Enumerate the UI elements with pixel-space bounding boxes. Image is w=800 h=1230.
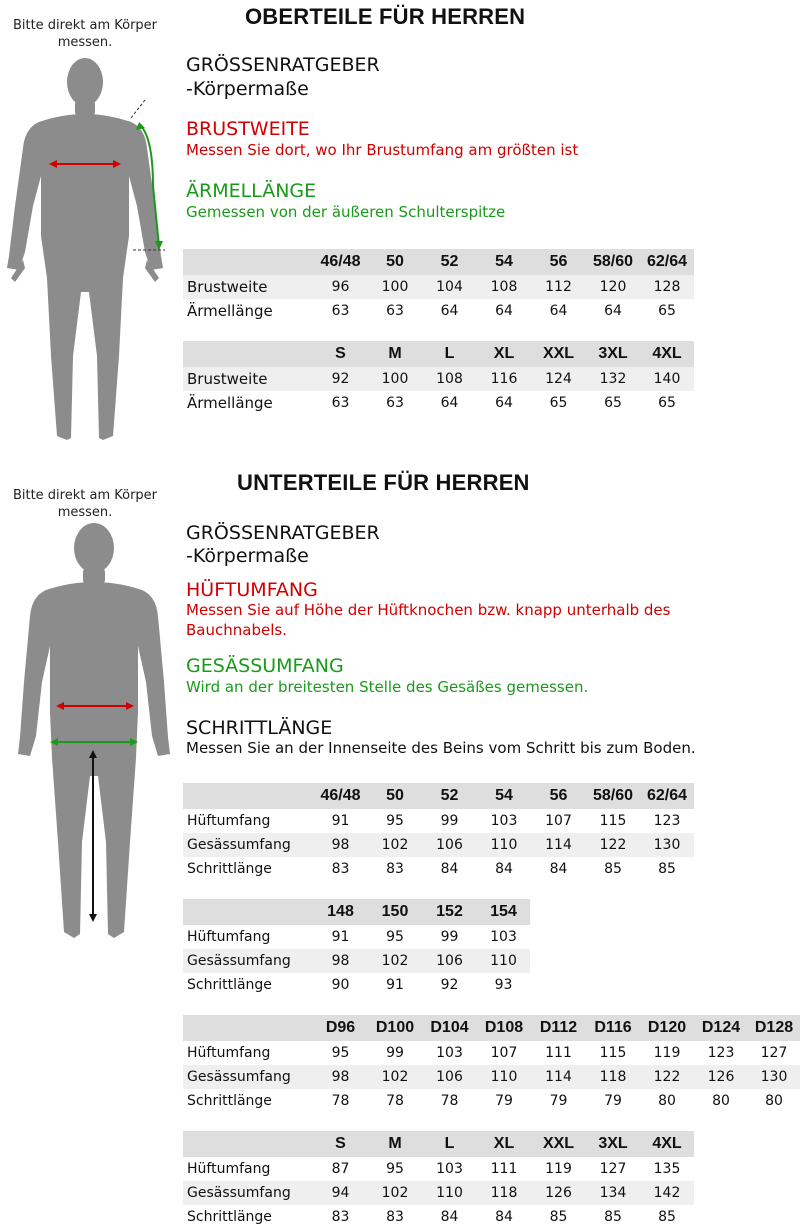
row-label: Hüftumfang <box>183 925 313 949</box>
header-cell: XL <box>477 1131 531 1157</box>
row-label: Schrittlänge <box>183 1205 313 1229</box>
header-cell: 56 <box>531 783 586 809</box>
table-row <box>183 275 694 299</box>
table-cell: 85 <box>640 857 694 881</box>
top-guide-title: GRÖSSENRATGEBER <box>186 54 380 76</box>
top-size-table-letter <box>183 341 694 415</box>
table-cell: 132 <box>586 367 640 391</box>
bottom-measure-hint: Bitte direkt am Körper messen. <box>12 488 158 520</box>
top-measure-hint: Bitte direkt am Körper messen. <box>12 18 158 50</box>
header-cell: 46/48 <box>313 783 368 809</box>
header-cell: D108 <box>477 1015 531 1041</box>
table-row <box>183 973 530 997</box>
table-cell: 93 <box>477 973 530 997</box>
header-cell: 3XL <box>586 341 640 367</box>
table-cell: 126 <box>694 1065 748 1089</box>
header-cell: D112 <box>531 1015 586 1041</box>
table-cell: 130 <box>748 1065 800 1089</box>
table-cell: 64 <box>477 391 531 415</box>
header-cell: 4XL <box>640 341 694 367</box>
header-cell: 58/60 <box>586 249 640 275</box>
header-cell: 148 <box>313 899 368 925</box>
top-size-table-numeric <box>183 249 694 323</box>
header-cell: 50 <box>368 249 422 275</box>
table-cell: 107 <box>531 809 586 833</box>
table-cell: 99 <box>368 1041 422 1065</box>
table-cell: 95 <box>368 1157 422 1181</box>
table-cell: 142 <box>640 1181 694 1205</box>
row-label: Hüftumfang <box>183 1041 313 1065</box>
table-cell: 102 <box>368 1181 422 1205</box>
header-cell: S <box>313 1131 368 1157</box>
table-cell: 64 <box>477 299 531 323</box>
table-cell: 63 <box>313 299 368 323</box>
table-cell: 110 <box>477 1065 531 1089</box>
table-cell: 80 <box>748 1089 800 1113</box>
header-empty-cell <box>183 1131 313 1157</box>
table-cell: 64 <box>531 299 586 323</box>
table-cell: 106 <box>422 1065 477 1089</box>
table-cell: 83 <box>368 857 422 881</box>
bottom-guide-title: GRÖSSENRATGEBER <box>186 522 380 544</box>
table-cell: 124 <box>531 367 586 391</box>
header-cell: XXL <box>531 1131 586 1157</box>
header-cell: 4XL <box>640 1131 694 1157</box>
table-cell: 108 <box>477 275 531 299</box>
table-cell: 118 <box>477 1181 531 1205</box>
header-empty-cell <box>183 783 313 809</box>
header-cell: 54 <box>477 783 531 809</box>
table-header-row <box>183 341 694 367</box>
table-cell: 102 <box>368 1065 422 1089</box>
table-cell: 80 <box>694 1089 748 1113</box>
table-cell: 79 <box>586 1089 640 1113</box>
header-cell: 152 <box>422 899 477 925</box>
table-cell: 115 <box>586 809 640 833</box>
table-cell: 63 <box>368 391 422 415</box>
table-cell: 90 <box>313 973 368 997</box>
table-cell: 128 <box>640 275 694 299</box>
table-row <box>183 949 530 973</box>
table-cell: 120 <box>586 275 640 299</box>
table-cell: 85 <box>640 1205 694 1229</box>
table-cell: 126 <box>531 1181 586 1205</box>
table-cell: 140 <box>640 367 694 391</box>
table-header-row <box>183 783 694 809</box>
table-cell: 108 <box>422 367 477 391</box>
table-row <box>183 1089 800 1113</box>
sleeve-description: Gemessen von der äußeren Schulterspitze <box>186 203 506 221</box>
top-guide-subtitle: -Körpermaße <box>186 78 309 100</box>
table-cell: 99 <box>422 809 477 833</box>
table-cell: 83 <box>313 857 368 881</box>
header-cell: L <box>422 341 477 367</box>
bottom-body-silhouette-icon <box>10 522 170 947</box>
bottom-size-table-letter <box>183 1131 694 1229</box>
table-cell: 119 <box>640 1041 694 1065</box>
table-cell: 85 <box>531 1205 586 1229</box>
table-cell: 100 <box>368 275 422 299</box>
row-label: Ärmellänge <box>183 299 313 323</box>
table-cell: 64 <box>422 299 477 323</box>
row-label: Schrittlänge <box>183 973 313 997</box>
hip-title: HÜFTUMFANG <box>186 579 318 601</box>
header-cell: 154 <box>477 899 530 925</box>
row-label: Schrittlänge <box>183 857 313 881</box>
row-label: Schrittlänge <box>183 1089 313 1113</box>
table-cell: 80 <box>640 1089 694 1113</box>
header-cell: D104 <box>422 1015 477 1041</box>
header-cell: 54 <box>477 249 531 275</box>
header-cell: D116 <box>586 1015 640 1041</box>
table-cell: 92 <box>313 367 368 391</box>
hip-description: Messen Sie auf Höhe der Hüftknochen bzw. knapp unterhalb des Bauchnabels. <box>186 601 671 639</box>
bottom-guide-subtitle: -Körpermaße <box>186 545 309 567</box>
table-cell: 79 <box>531 1089 586 1113</box>
table-cell: 92 <box>422 973 477 997</box>
table-row <box>183 833 694 857</box>
table-cell: 123 <box>640 809 694 833</box>
header-cell: S <box>313 341 368 367</box>
row-label: Hüftumfang <box>183 809 313 833</box>
table-cell: 114 <box>531 833 586 857</box>
table-cell: 83 <box>313 1205 368 1229</box>
table-cell: 91 <box>313 925 368 949</box>
table-cell: 127 <box>586 1157 640 1181</box>
header-cell: 56 <box>531 249 586 275</box>
table-cell: 63 <box>313 391 368 415</box>
table-cell: 106 <box>422 949 477 973</box>
table-cell: 123 <box>694 1041 748 1065</box>
header-cell: L <box>422 1131 477 1157</box>
table-cell: 111 <box>531 1041 586 1065</box>
table-cell: 116 <box>477 367 531 391</box>
seat-description: Wird an der breitesten Stelle des Gesäßes gemessen. <box>186 678 589 696</box>
header-empty-cell <box>183 1015 313 1041</box>
table-row <box>183 1041 800 1065</box>
table-cell: 103 <box>477 925 530 949</box>
header-cell: 52 <box>422 783 477 809</box>
header-cell: 58/60 <box>586 783 640 809</box>
table-cell: 65 <box>531 391 586 415</box>
table-row <box>183 857 694 881</box>
row-label: Ärmellänge <box>183 391 313 415</box>
top-section-title: OBERTEILE FÜR HERREN <box>245 4 526 29</box>
header-cell: D100 <box>368 1015 422 1041</box>
table-cell: 79 <box>477 1089 531 1113</box>
table-cell: 122 <box>640 1065 694 1089</box>
table-cell: 135 <box>640 1157 694 1181</box>
table-cell: 83 <box>368 1205 422 1229</box>
table-cell: 103 <box>422 1157 477 1181</box>
header-cell: 52 <box>422 249 477 275</box>
bottom-section-title: UNTERTEILE FÜR HERREN <box>237 470 530 495</box>
row-label: Gesässumfang <box>183 1065 313 1089</box>
table-cell: 130 <box>640 833 694 857</box>
table-cell: 84 <box>422 857 477 881</box>
table-cell: 122 <box>586 833 640 857</box>
header-cell: D124 <box>694 1015 748 1041</box>
table-cell: 78 <box>368 1089 422 1113</box>
table-cell: 85 <box>586 1205 640 1229</box>
table-cell: 110 <box>477 833 531 857</box>
table-cell: 98 <box>313 833 368 857</box>
table-cell: 112 <box>531 275 586 299</box>
bottom-size-table-long <box>183 899 530 997</box>
table-cell: 91 <box>368 973 422 997</box>
table-cell: 85 <box>586 857 640 881</box>
table-cell: 102 <box>368 833 422 857</box>
table-cell: 96 <box>313 275 368 299</box>
table-cell: 127 <box>748 1041 800 1065</box>
seat-title: GESÄSSUMFANG <box>186 655 344 677</box>
top-body-silhouette-icon <box>5 56 165 446</box>
table-cell: 65 <box>586 391 640 415</box>
table-cell: 107 <box>477 1041 531 1065</box>
table-cell: 103 <box>422 1041 477 1065</box>
table-row <box>183 1181 694 1205</box>
table-cell: 106 <box>422 833 477 857</box>
table-cell: 103 <box>477 809 531 833</box>
sleeve-title: ÄRMELLÄNGE <box>186 180 317 202</box>
header-cell: M <box>368 1131 422 1157</box>
header-cell: 62/64 <box>640 249 694 275</box>
table-header-row <box>183 899 530 925</box>
row-label: Hüftumfang <box>183 1157 313 1181</box>
header-cell: D120 <box>640 1015 694 1041</box>
table-cell: 100 <box>368 367 422 391</box>
header-empty-cell <box>183 249 313 275</box>
bottom-size-table-numeric <box>183 783 694 881</box>
table-cell: 64 <box>586 299 640 323</box>
header-cell: 150 <box>368 899 422 925</box>
table-cell: 65 <box>640 391 694 415</box>
header-empty-cell <box>183 341 313 367</box>
table-header-row <box>183 1015 800 1041</box>
table-cell: 115 <box>586 1041 640 1065</box>
inseam-title: SCHRITTLÄNGE <box>186 717 333 739</box>
table-cell: 91 <box>313 809 368 833</box>
row-label: Gesässumfang <box>183 833 313 857</box>
row-label: Gesässumfang <box>183 1181 313 1205</box>
header-empty-cell <box>183 899 313 925</box>
table-cell: 110 <box>477 949 530 973</box>
table-cell: 84 <box>477 857 531 881</box>
row-label: Brustweite <box>183 275 313 299</box>
table-cell: 119 <box>531 1157 586 1181</box>
row-label: Brustweite <box>183 367 313 391</box>
table-row <box>183 1157 694 1181</box>
bottom-size-table-d <box>183 1015 800 1113</box>
header-cell: XXL <box>531 341 586 367</box>
table-row <box>183 809 694 833</box>
table-cell: 98 <box>313 949 368 973</box>
table-row <box>183 1205 694 1229</box>
table-cell: 65 <box>640 299 694 323</box>
table-cell: 84 <box>477 1205 531 1229</box>
chest-description: Messen Sie dort, wo Ihr Brustumfang am größten ist <box>186 141 579 159</box>
table-cell: 104 <box>422 275 477 299</box>
header-cell: M <box>368 341 422 367</box>
table-cell: 84 <box>422 1205 477 1229</box>
table-header-row <box>183 1131 694 1157</box>
table-cell: 87 <box>313 1157 368 1181</box>
table-row <box>183 391 694 415</box>
table-header-row <box>183 249 694 275</box>
table-row <box>183 925 530 949</box>
header-cell: 3XL <box>586 1131 640 1157</box>
table-cell: 99 <box>422 925 477 949</box>
table-cell: 134 <box>586 1181 640 1205</box>
table-cell: 94 <box>313 1181 368 1205</box>
table-row <box>183 367 694 391</box>
header-cell: XL <box>477 341 531 367</box>
table-cell: 102 <box>368 949 422 973</box>
header-cell: 50 <box>368 783 422 809</box>
header-cell: 62/64 <box>640 783 694 809</box>
table-cell: 63 <box>368 299 422 323</box>
table-cell: 78 <box>313 1089 368 1113</box>
table-row <box>183 1065 800 1089</box>
header-cell: 46/48 <box>313 249 368 275</box>
table-cell: 64 <box>422 391 477 415</box>
inseam-description: Messen Sie an der Innenseite des Beins vom Schritt bis zum Boden. <box>186 739 696 757</box>
header-cell: D96 <box>313 1015 368 1041</box>
row-label: Gesässumfang <box>183 949 313 973</box>
table-cell: 84 <box>531 857 586 881</box>
header-cell: D128 <box>748 1015 800 1041</box>
table-cell: 118 <box>586 1065 640 1089</box>
table-cell: 114 <box>531 1065 586 1089</box>
table-cell: 111 <box>477 1157 531 1181</box>
chest-title: BRUSTWEITE <box>186 118 310 140</box>
table-cell: 95 <box>313 1041 368 1065</box>
table-row <box>183 299 694 323</box>
table-cell: 98 <box>313 1065 368 1089</box>
table-cell: 78 <box>422 1089 477 1113</box>
table-cell: 95 <box>368 925 422 949</box>
table-cell: 95 <box>368 809 422 833</box>
table-cell: 110 <box>422 1181 477 1205</box>
